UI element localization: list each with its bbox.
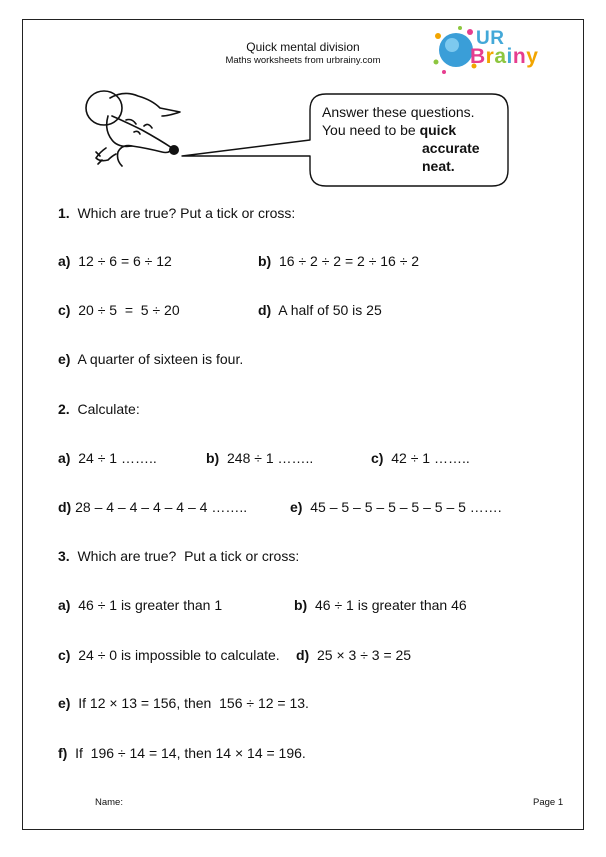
q2-heading — [58, 401, 140, 417]
q1-item-e — [58, 351, 243, 367]
q2-item-c — [371, 450, 470, 466]
q1-b-label: b) — [258, 253, 272, 269]
q1-heading — [58, 205, 295, 221]
bubble-line-4: neat. — [422, 158, 455, 174]
q2-prompt: Calculate: — [77, 401, 140, 417]
q3-e-text: If 12 × 13 = 156, then 156 ÷ 12 = 13. — [78, 695, 309, 711]
q3-c-label: c) — [58, 647, 71, 663]
q2-a-text: 24 ÷ 1 …….. — [78, 450, 157, 466]
q1-e-label: e) — [58, 351, 71, 367]
q2-item-e — [290, 499, 502, 515]
q1-e-text: A quarter of sixteen is four. — [77, 351, 244, 367]
q1-item-a — [58, 253, 172, 269]
q2-b-text: 248 ÷ 1 …….. — [227, 450, 314, 466]
q1-c-label: c) — [58, 302, 71, 318]
q3-item-f — [58, 745, 306, 761]
q3-d-label: d) — [296, 647, 310, 663]
q3-f-text: If 196 ÷ 14 = 14, then 14 × 14 = 196. — [75, 745, 306, 761]
logo-text-ur: UR — [476, 28, 505, 49]
q1-item-c — [58, 302, 180, 318]
q2-a-label: a) — [58, 450, 71, 466]
name-label: Name: — [95, 797, 123, 808]
q3-number: 3. — [58, 548, 70, 564]
mouse-cartoon-icon — [82, 86, 192, 178]
q2-c-label: c) — [371, 450, 384, 466]
q2-e-text: 45 – 5 – 5 – 5 – 5 – 5 – 5 ……. — [310, 499, 502, 515]
q3-item-a — [58, 597, 222, 613]
q2-item-b — [206, 450, 313, 466]
q2-item-d — [58, 499, 247, 515]
q1-b-text: 16 ÷ 2 ÷ 2 = 2 ÷ 16 ÷ 2 — [279, 253, 420, 269]
q1-a-label: a) — [58, 253, 71, 269]
q1-a-text: 12 ÷ 6 = 6 ÷ 12 — [78, 253, 172, 269]
q3-f-label: f) — [58, 745, 68, 761]
q1-item-d — [258, 302, 382, 318]
logo-text-brainy: Brainy — [470, 45, 539, 68]
q3-heading — [58, 548, 299, 564]
q2-e-label: e) — [290, 499, 303, 515]
q1-item-b — [258, 253, 419, 269]
q3-prompt: Which are true? Put a tick or cross: — [77, 548, 300, 564]
q2-number: 2. — [58, 401, 70, 417]
bubble-line-2-bold: quick — [419, 122, 457, 138]
q1-d-text: A half of 50 is 25 — [278, 302, 382, 318]
bubble-line-1: Answer these questions. — [322, 104, 475, 120]
page-number: Page 1 — [533, 797, 564, 808]
q2-d-label: d) — [58, 499, 72, 515]
bubble-line-2-prefix: You need to be — [322, 122, 420, 138]
q3-item-c — [58, 647, 280, 663]
q3-c-text: 24 ÷ 0 is impossible to calculate. — [78, 647, 280, 663]
q3-e-label: e) — [58, 695, 71, 711]
q3-b-label: b) — [294, 597, 308, 613]
q3-item-b — [294, 597, 467, 613]
page-subtitle: Maths worksheets from urbrainy.com — [225, 55, 381, 66]
q3-item-e — [58, 695, 309, 711]
q2-d-text: 28 – 4 – 4 – 4 – 4 – 4 …….. — [75, 499, 248, 515]
q2-c-text: 42 ÷ 1 …….. — [391, 450, 470, 466]
bubble-text — [322, 103, 480, 175]
q3-a-text: 46 ÷ 1 is greater than 1 — [78, 597, 223, 613]
q3-item-d — [296, 647, 411, 663]
q3-d-text: 25 × 3 ÷ 3 = 25 — [317, 647, 412, 663]
q3-a-label: a) — [58, 597, 71, 613]
q1-number: 1. — [58, 205, 70, 221]
q1-d-label: d) — [258, 302, 272, 318]
page-title: Quick mental division — [246, 40, 360, 54]
q2-b-label: b) — [206, 450, 220, 466]
bubble-line-3: accurate — [422, 140, 480, 156]
q1-prompt: Which are true? Put a tick or cross: — [77, 205, 296, 221]
q3-b-text: 46 ÷ 1 is greater than 46 — [315, 597, 467, 613]
q2-item-a — [58, 450, 157, 466]
q1-c-text: 20 ÷ 5 = 5 ÷ 20 — [78, 302, 180, 318]
